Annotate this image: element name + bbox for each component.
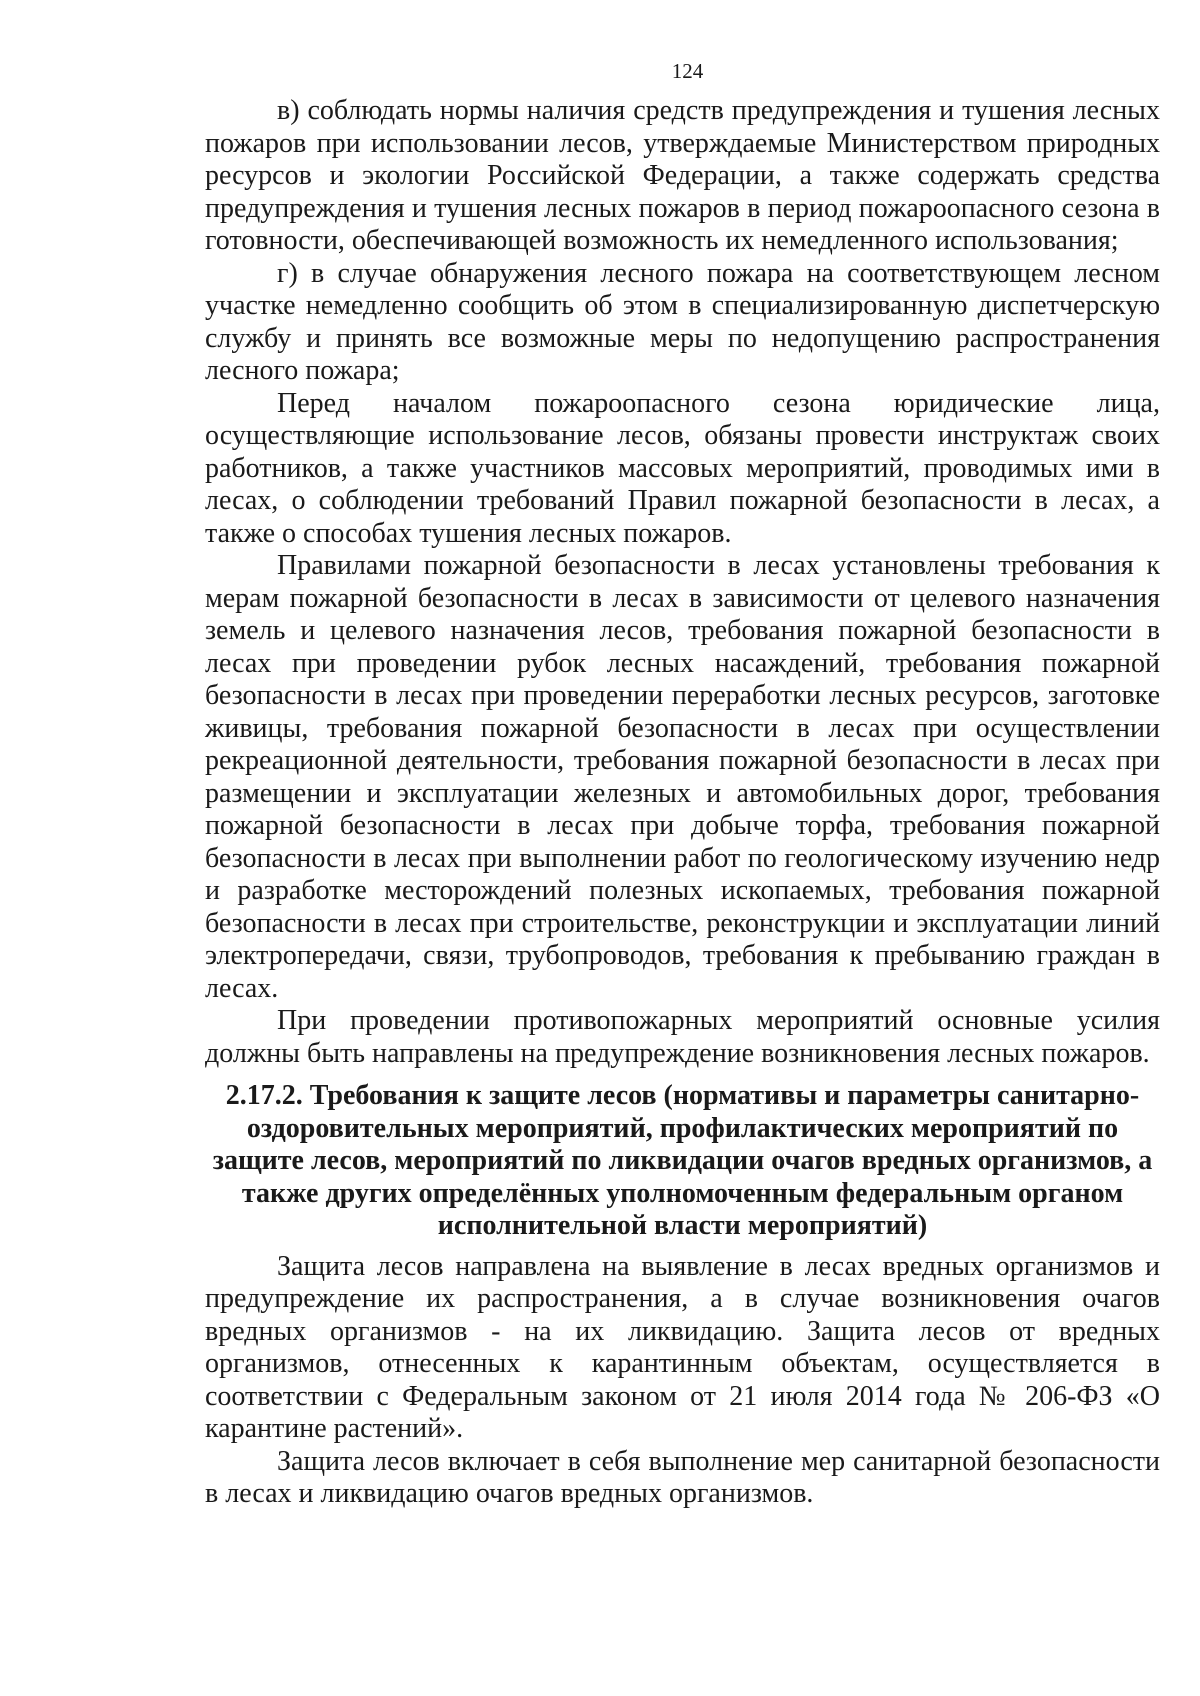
paragraph-instruction: Перед началом пожароопасного сезона юридические лица, осуществляющие использование лесов, обязаны провести инструктаж своих работников, а также участников массовых мероприятий, проводимых ими в лесах, о соблюдении требований Правил пожарной безопасности в лесах, а также о способах тушения лесных пожаров. <box>205 387 1160 549</box>
paragraph-fire-rules: Правилами пожарной безопасности в лесах установлены требования к мерам пожарной безопасности в лесах в зависимости от целевого назначения земель и целевого назначения лесов, требования пожарной безопасности в лесах при проведении рубок лесных насаждений, требования пожарной безопасности в лесах при проведении переработки лесных ресурсов, заготовке живицы, требования пожарной безопасности в лесах при осуществлении рекреационной деятельности, требования пожарной безопасности в лесах при размещении и эксплуатации железных и автомобильных дорог, требования пожарной безопасности в лесах при добыче торфа, требования пожарной безопасности в лесах при выполнении работ по геологическому изучению недр и разработке месторождений полезных ископаемых, требования пожарной безопасности в лесах при строительстве, реконструкции и эксплуатации линий электропередачи, связи, трубопроводов, требования к пребыванию граждан в лесах. <box>205 550 1160 1004</box>
paragraph-fire-prevention: При проведении противопожарных мероприятий основные усилия должны быть направлены на предупреждение возникновения лесных пожаров. <box>205 1005 1160 1069</box>
paragraph-g: г) в случае обнаружения лесного пожара на соответствующем лесном участке немедленно сообщить об этом в специализированную диспетчерскую службу и принять все возможные меры по недопущению распространения лесного пожара; <box>205 257 1160 386</box>
paragraph-sanitary-safety: Защита лесов включает в себя выполнение мер санитарной безопасности в лесах и ликвидацию очагов вредных организмов. <box>205 1445 1160 1509</box>
document-page <box>205 0 1160 1511</box>
section-heading: 2.17.2. Требования к защите лесов (нормативы и параметры санитарно-оздоровительных мероприятий, профилактических мероприятий по защите лесов, мероприятий по ликвидации очагов вредных организмов, а также других определённых уполномоченным федеральным органом исполнительной власти мероприятий) <box>212 1080 1153 1241</box>
page-number: 124 <box>671 59 704 83</box>
paragraph-v: в) соблюдать нормы наличия средств предупреждения и тушения лесных пожаров при использовании лесов, утверждаемые Министерством природных ресурсов и экологии Российской Федерации, а также содержать средства предупреждения и тушения лесных пожаров в период пожароопасного сезона в готовности, обеспечивающей возможность их немедленного использования; <box>205 95 1160 256</box>
paragraph-forest-protection: Защита лесов направлена на выявление в лесах вредных организмов и предупреждение их распространения, а в случае возникновения очагов вредных организмов - на их ликвидацию. Защита лесов от вредных организмов, отнесенных к карантинным объектам, осуществляется в соответствии с Федеральным законом от 21 июля 2014 года № 206-ФЗ «О карантине растений». <box>205 1250 1160 1444</box>
